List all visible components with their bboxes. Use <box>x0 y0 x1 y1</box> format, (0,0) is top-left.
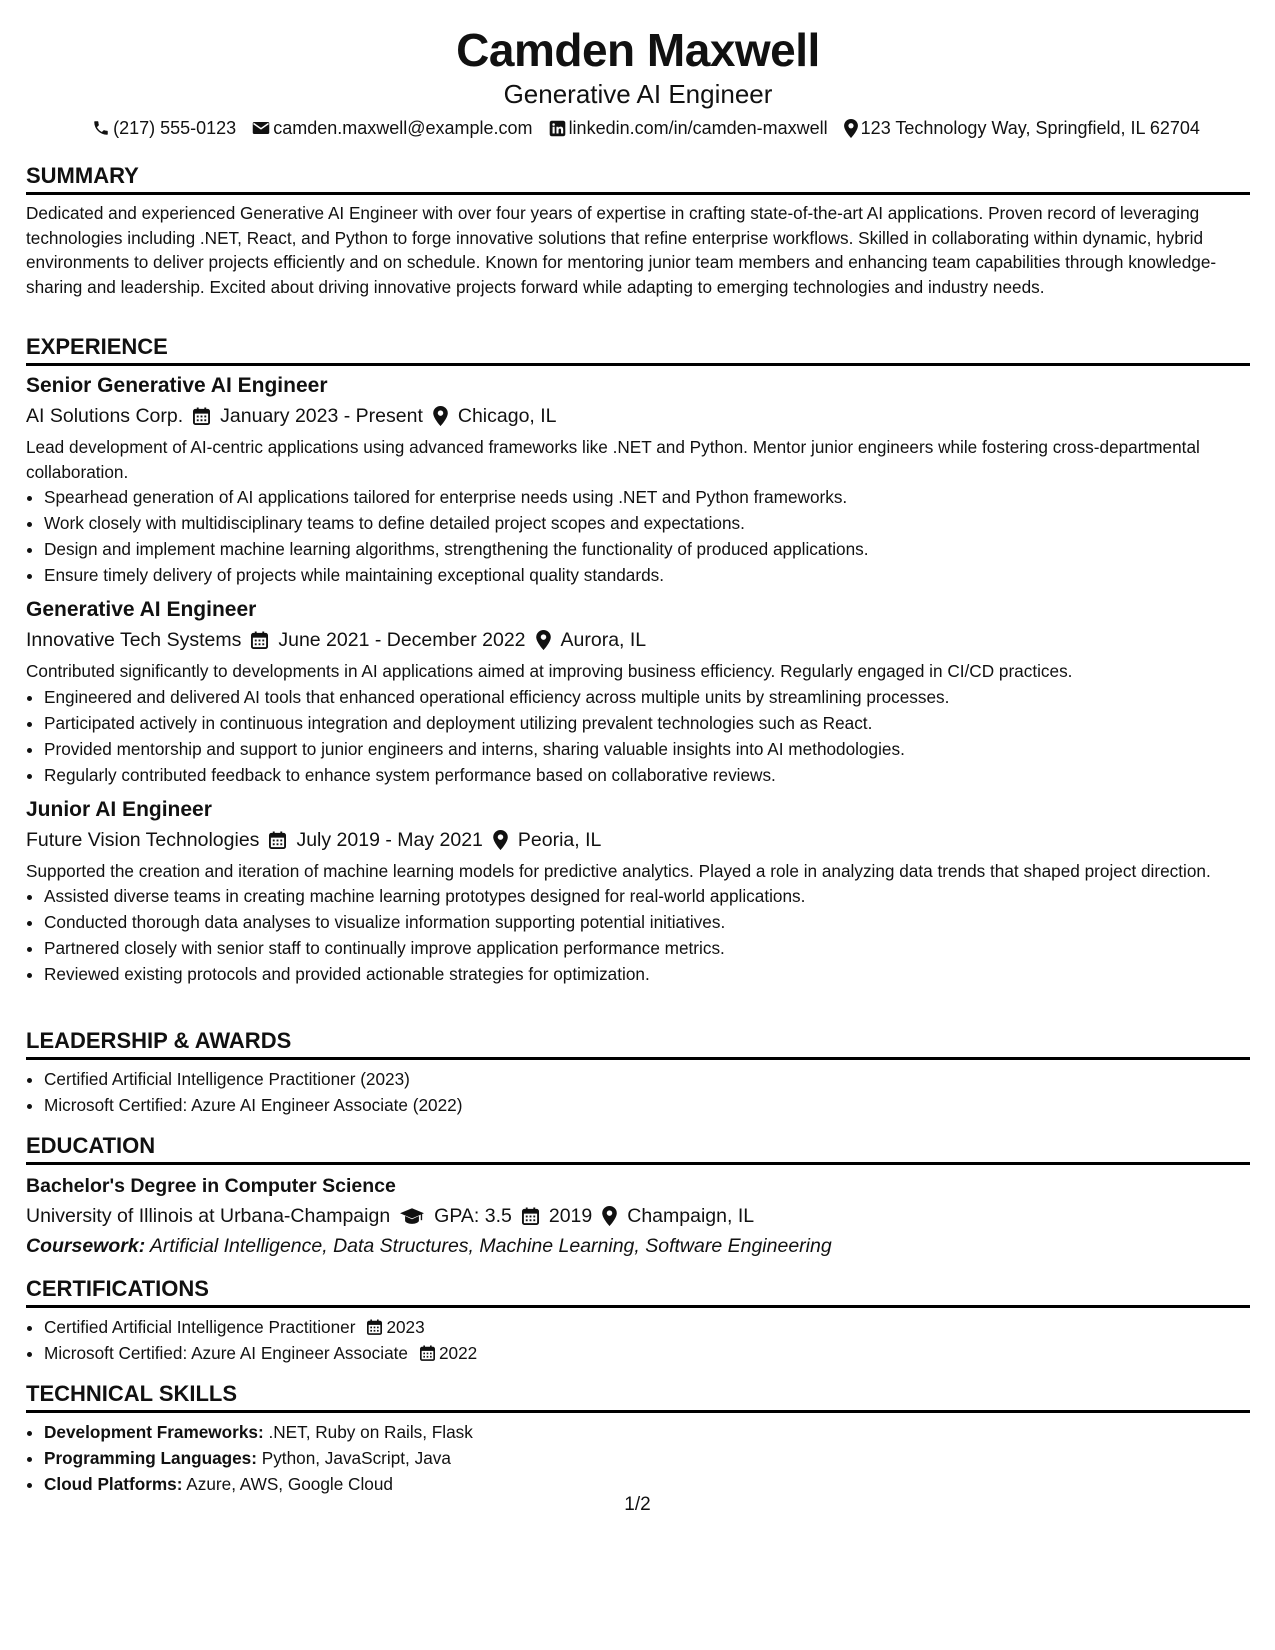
summary-text: Dedicated and experienced Generative AI Engineer with over four years of expertise in crafting state-of-the-art AI applications. Proven record of leveraging technologies including .NET, React, and Python to forge innovative solutions that refine enterprise workflows. Skilled in collaborating within dynamic, hybrid environments to deliver projects efficiently and on schedule. Known for mentoring junior team members and enhancing team capabilities through knowledge-sharing and leadership. Excited about driving innovative projects forward while adapting to emerging technologies and industry needs. <box>26 203 1217 297</box>
cert-year: 2022 <box>438 1343 478 1363</box>
linkedin-icon <box>549 120 566 137</box>
list-item <box>44 1314 1250 1340</box>
list-item: • Spearhead generation of AI applications tailored for enterprise needs using .NET and Python frameworks. <box>44 484 1250 510</box>
job-title: Junior AI Engineer <box>26 797 212 821</box>
calendar-icon <box>522 1207 539 1225</box>
list-item: • Conducted thorough data analyses to visualize information supporting potential initiatives. <box>44 909 1250 935</box>
contact-phone <box>92 116 236 140</box>
job-entry <box>26 596 1250 788</box>
education-section <box>26 1132 1250 1260</box>
section-title-education: EDUCATION <box>26 1132 1250 1165</box>
section-title-experience: EXPERIENCE <box>26 333 1250 366</box>
job-title: Senior Generative AI Engineer <box>26 374 328 397</box>
job-bullets <box>26 484 1250 588</box>
company-name: AI Solutions Corp. <box>26 405 184 427</box>
calendar-icon <box>269 831 286 849</box>
skill-value: Python, JavaScript, Java <box>261 1448 451 1468</box>
list-item: • Assisted diverse teams in creating machine learning prototypes designed for real-world applications. <box>44 883 1250 909</box>
phone-text: (217) 555-0123 <box>113 118 237 138</box>
resume-header <box>26 22 1250 140</box>
job-dates: June 2021 - December 2022 <box>278 629 526 651</box>
cert-name: • Microsoft Certified: Azure AI Engineer Associate <box>44 1343 408 1363</box>
education-meta <box>26 1202 1250 1230</box>
coursework-text: Artificial Intelligence, Data Structures, Machine Learning, Software Engineering <box>149 1235 832 1257</box>
school-name: University of Illinois at Urbana-Champaign <box>26 1205 391 1227</box>
map-pin-icon <box>536 630 551 650</box>
page-number: 1/2 <box>624 1494 651 1515</box>
job-meta <box>26 626 1250 654</box>
list-item: • Work closely with multidisciplinary teams to define detailed project scopes and expectations. <box>44 510 1250 536</box>
calendar-icon <box>420 1345 435 1361</box>
list-item <box>44 1340 1250 1366</box>
job-dates: July 2019 - May 2021 <box>296 828 483 851</box>
list-item: • Participated actively in continuous integration and deployment utilizing prevalent technologies such as React. <box>44 710 1250 736</box>
gpa: GPA: 3.5 <box>434 1205 512 1227</box>
graduation-year: 2019 <box>548 1205 593 1227</box>
job-location: Chicago, IL <box>457 405 557 427</box>
map-pin-icon <box>433 406 448 426</box>
list-item: • Regularly contributed feedback to enhance system performance based on collaborative reviews. <box>44 762 1250 788</box>
section-title-skills: TECHNICAL SKILLS <box>26 1380 1250 1413</box>
cert-year: 2023 <box>386 1317 425 1337</box>
calendar-icon <box>251 631 268 649</box>
skills-list <box>26 1419 1250 1497</box>
skill-label: Development Frameworks: <box>44 1422 264 1442</box>
map-pin-icon <box>493 830 508 850</box>
job-entry <box>26 372 1250 588</box>
leadership-section <box>26 1027 1250 1118</box>
person-name: Camden Maxwell <box>456 24 820 76</box>
linkedin-text[interactable]: linkedin.com/in/camden-maxwell <box>568 118 828 138</box>
address-text: 123 Technology Way, Springfield, IL 62704 <box>860 118 1200 138</box>
contact-email[interactable] <box>252 116 532 140</box>
contact-address <box>844 116 1200 140</box>
list-item: • Design and implement machine learning algorithms, strengthening the functionality of produced applications. <box>44 536 1250 562</box>
skill-value: Azure, AWS, Google Cloud <box>186 1474 393 1494</box>
job-meta <box>26 826 1250 854</box>
coursework <box>26 1232 1250 1260</box>
job-location: Aurora, IL <box>560 629 647 651</box>
phone-icon <box>92 119 110 137</box>
list-item: • Ensure timely delivery of projects while maintaining exceptional quality standards. <box>44 562 1250 588</box>
job-bullets <box>26 883 1250 987</box>
job-description: Lead development of AI-centric applications using advanced frameworks like .NET and Python. Mentor junior engineers while fostering cross-departmental collaboration. <box>26 437 1200 482</box>
map-pin-icon <box>602 1206 617 1226</box>
list-item: • Microsoft Certified: Azure AI Engineer Associate (2022) <box>44 1092 1250 1118</box>
envelope-icon <box>252 120 270 136</box>
experience-section <box>26 333 1250 987</box>
contact-linkedin[interactable] <box>549 116 828 140</box>
job-description: Contributed significantly to developments in AI applications aimed at improving business efficiency. Regularly engaged in CI/CD practices. <box>26 661 1073 681</box>
certifications-section <box>26 1275 1250 1366</box>
certifications-list <box>26 1314 1250 1366</box>
section-title-certifications: CERTIFICATIONS <box>26 1275 1250 1308</box>
section-title-leadership: LEADERSHIP & AWARDS <box>26 1027 1250 1060</box>
skills-section <box>26 1380 1250 1497</box>
list-item: • Certified Artificial Intelligence Practitioner (2023) <box>44 1066 1250 1092</box>
skill-label: Programming Languages: <box>44 1448 257 1468</box>
job-dates: January 2023 - Present <box>220 405 423 427</box>
company-name: Innovative Tech Systems <box>26 629 242 651</box>
company-name: Future Vision Technologies <box>26 828 260 851</box>
cert-name: • Certified Artificial Intelligence Practitioner <box>44 1317 356 1337</box>
section-title-summary: SUMMARY <box>26 162 1250 195</box>
leadership-list <box>26 1066 1250 1118</box>
list-item <box>44 1445 1250 1471</box>
coursework-label: Coursework: <box>26 1235 146 1257</box>
contact-row <box>26 116 1250 140</box>
list-item: • Reviewed existing protocols and provided actionable strategies for optimization. <box>44 961 1250 987</box>
job-bullets <box>26 684 1250 788</box>
calendar-icon <box>367 1319 382 1335</box>
summary-section <box>26 162 1250 299</box>
job-entry <box>26 796 1250 988</box>
calendar-icon <box>193 407 210 425</box>
list-item <box>44 1419 1250 1445</box>
skill-label: Cloud Platforms: <box>44 1474 183 1494</box>
map-pin-icon <box>844 119 858 138</box>
job-description: Supported the creation and iteration of machine learning models for predictive analytics. Played a role in analyzing data trends that shaped project direction. <box>26 860 1211 881</box>
degree-title: Bachelor's Degree in Computer Science <box>26 1175 396 1197</box>
job-location: Peoria, IL <box>517 828 602 851</box>
email-text[interactable]: camden.maxwell@example.com <box>273 118 533 138</box>
list-item: • Engineered and delivered AI tools that enhanced operational efficiency across multiple units by streamlining processes. <box>44 684 1250 710</box>
skill-value: .NET, Ruby on Rails, Flask <box>268 1422 473 1442</box>
headline: Generative AI Engineer <box>503 79 773 109</box>
list-item: • Provided mentorship and support to junior engineers and interns, sharing valuable insights into AI methodologies. <box>44 736 1250 762</box>
resume-page <box>26 0 1250 1494</box>
job-title: Generative AI Engineer <box>26 598 257 621</box>
school-location: Champaign, IL <box>627 1205 755 1227</box>
graduation-cap-icon <box>400 1208 424 1225</box>
job-meta <box>26 402 1250 430</box>
list-item: • Partnered closely with senior staff to continually improve application performance metrics. <box>44 935 1250 961</box>
